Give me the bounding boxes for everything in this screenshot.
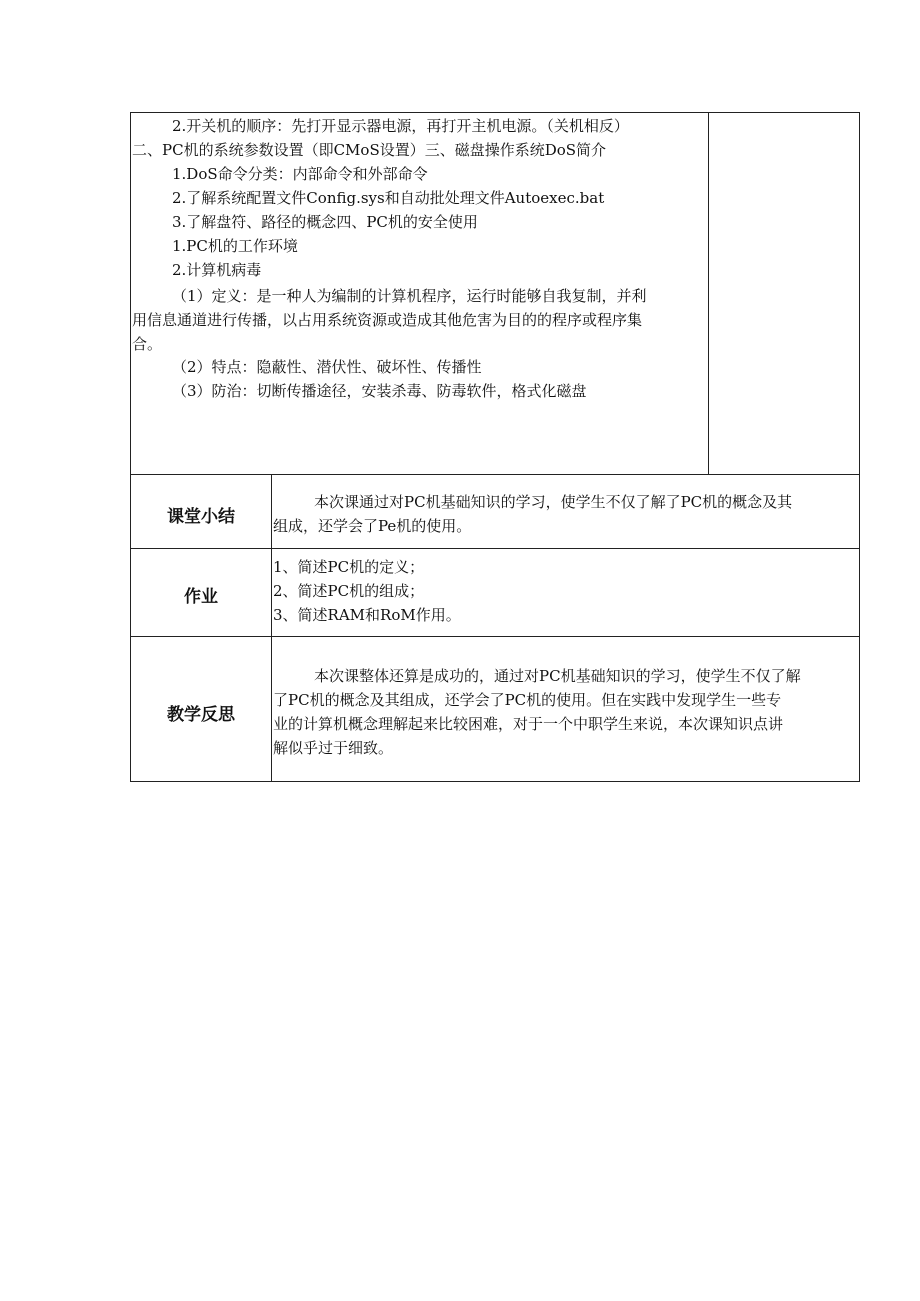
row-divider-summary [130,548,860,549]
content-line: 用信息通道进行传播，以占用系统资源或造成其他危害为目的的程序或程序集 [132,311,643,329]
reflection-line: 解似乎过于细致。 [273,739,394,757]
reflection-line: 了PC机的概念及其组成，还学会了PC机的使用。但在实践中发现学生一些专 [273,691,782,709]
table-border-left [130,112,131,782]
summary-line: 本次课通过对PC机基础知识的学习，使学生不仅了解了PC机的概念及其 [314,493,793,511]
reflection-line: 本次课整体还算是成功的，通过对PC机基础知识的学习，使学生不仅了解 [314,667,801,685]
homework-line: 3、简述RAM和RoM作用。 [273,606,461,624]
label-column-divider [271,474,272,782]
row-divider-top [130,474,860,475]
reflection-label: 教学反思 [167,705,235,725]
content-line: 2.计算机病毒 [172,261,262,279]
content-line: 合。 [132,335,163,353]
content-line: 1.PC机的工作环境 [172,237,298,255]
content-line: （2）特点：隐蔽性、潜伏性、破坏性、传播性 [172,358,482,376]
content-line: 1.DoS命令分类：内部命令和外部命令 [172,165,428,183]
table-border-bottom [130,781,860,782]
table-border-right [859,112,860,782]
summary-label: 课堂小结 [167,507,235,527]
content-line: 2.开关机的顺序：先打开显示器电源，再打开主机电源。（关机相反） [172,117,629,135]
content-line: 二、PC机的系统参数设置（即CMoS设置）三、磁盘操作系统DoS简介 [132,141,607,159]
homework-line: 1、简述PC机的定义； [273,558,425,576]
row-divider-homework [130,636,860,637]
summary-line: 组成，还学会了Pe机的使用。 [273,517,472,535]
table-border-top [130,112,860,113]
content-line: 2.了解系统配置文件Config.sys和自动批处理文件Autoexec.bat [172,189,605,207]
homework-label: 作业 [184,587,218,607]
reflection-line: 业的计算机概念理解起来比较困难，对于一个中职学生来说，本次课知识点讲 [273,715,784,733]
homework-line: 2、简述PC机的组成； [273,582,425,600]
content-line: （1）定义：是一种人为编制的计算机程序，运行时能够自我复制，并利 [172,287,647,305]
top-right-column-divider [708,112,709,475]
content-line: （3）防治：切断传播途径，安装杀毒、防毒软件，格式化磁盘 [172,382,587,400]
content-line: 3.了解盘符、路径的概念四、PC机的安全使用 [172,213,478,231]
